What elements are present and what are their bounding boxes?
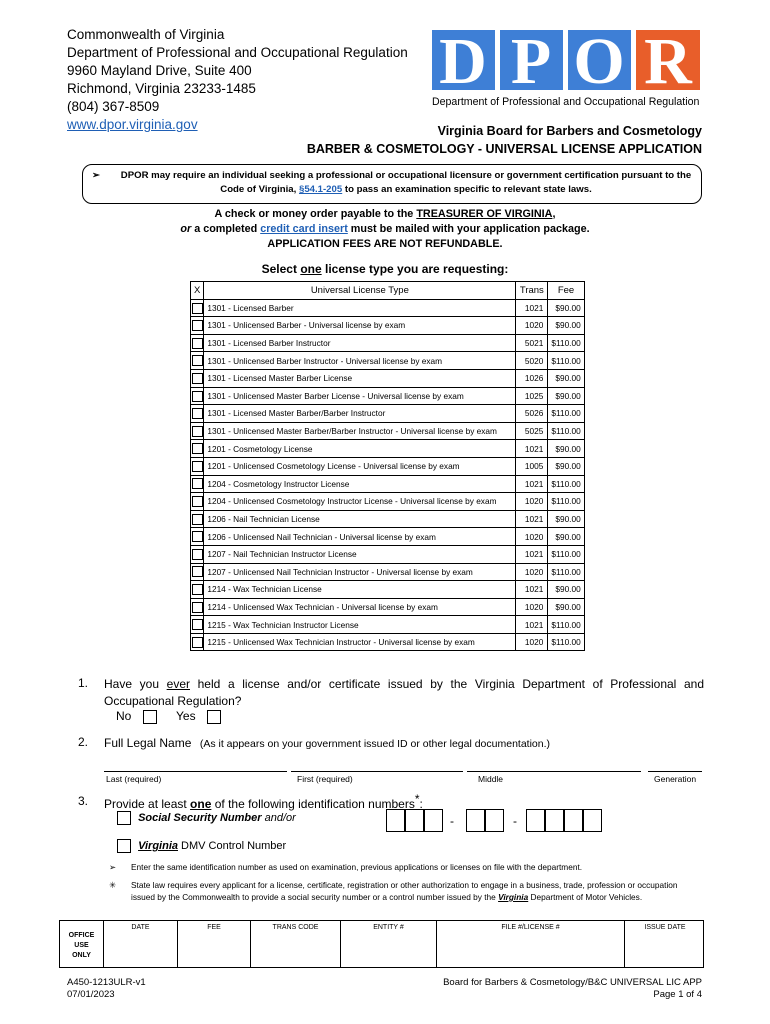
fee-cell: $90.00 bbox=[548, 598, 584, 616]
table-row bbox=[191, 598, 585, 616]
fee-cell: $90.00 bbox=[548, 299, 584, 317]
dmv-label: DMV Control Number bbox=[178, 839, 287, 852]
table-row bbox=[191, 528, 585, 546]
license-type-table bbox=[190, 281, 585, 651]
license-type-cell: 1204 - Cosmetology Instructor License bbox=[204, 475, 516, 493]
license-type-cell: 1301 - Licensed Barber Instructor bbox=[204, 334, 516, 352]
office-col-date: DATE bbox=[104, 921, 178, 967]
fee-cell: $110.00 bbox=[548, 422, 584, 440]
ssn-digit-box[interactable] bbox=[485, 809, 504, 832]
license-checkbox-cell[interactable] bbox=[191, 528, 204, 546]
notice-text: DPOR may require an individual seeking a professional or occupational licensure or government certification pursuant to the Code of Virginia, §54.1-205 to pass an examination specific to relevant state laws. bbox=[120, 170, 692, 195]
fee-cell: $110.00 bbox=[548, 475, 584, 493]
logo-letter-r: R bbox=[644, 28, 692, 98]
office-col-entity: ENTITY # bbox=[341, 921, 437, 967]
license-checkbox[interactable] bbox=[192, 602, 203, 613]
trans-code-cell: 1020 bbox=[516, 598, 548, 616]
trans-code-cell: 1026 bbox=[516, 369, 548, 387]
license-type-cell: 1301 - Licensed Barber bbox=[204, 299, 516, 317]
col-header-x: X bbox=[191, 282, 204, 300]
last-name-label: Last (required) bbox=[106, 774, 162, 784]
license-checkbox-cell[interactable] bbox=[191, 352, 204, 370]
code-section-link[interactable]: §54.1-205 bbox=[298, 184, 343, 195]
q2-heading bbox=[104, 734, 550, 752]
dmv-option: Virginia DMV Control Number bbox=[117, 839, 286, 853]
table-row bbox=[191, 422, 585, 440]
license-checkbox[interactable] bbox=[192, 355, 203, 366]
license-checkbox-cell[interactable] bbox=[191, 422, 204, 440]
col-header-fee: Fee bbox=[548, 282, 584, 300]
table-row bbox=[191, 369, 585, 387]
fee-cell: $110.00 bbox=[548, 563, 584, 581]
license-type-cell: 1207 - Nail Technician Instructor License bbox=[204, 545, 516, 563]
trans-code-cell: 1005 bbox=[516, 457, 548, 475]
col-header-trans: Trans bbox=[516, 282, 548, 300]
license-type-cell: 1214 - Wax Technician License bbox=[204, 581, 516, 599]
select-license-heading: Select one license type you are requesting: bbox=[261, 262, 509, 276]
ssn-dash-1: - bbox=[450, 814, 454, 828]
legal-name-note: (As it appears on your government issued ID or other legal documentation.) bbox=[199, 738, 551, 750]
license-checkbox[interactable] bbox=[192, 514, 203, 525]
license-checkbox-cell[interactable] bbox=[191, 405, 204, 423]
website-link[interactable]: www.dpor.virginia.gov bbox=[67, 117, 198, 132]
fee-cell: $110.00 bbox=[548, 493, 584, 511]
table-row bbox=[191, 352, 585, 370]
q1-no-checkbox[interactable] bbox=[143, 710, 157, 724]
license-checkbox[interactable] bbox=[192, 549, 203, 560]
license-checkbox-cell[interactable] bbox=[191, 475, 204, 493]
trans-code-cell: 1021 bbox=[516, 440, 548, 458]
table-row bbox=[191, 457, 585, 475]
table-row bbox=[191, 616, 585, 634]
license-checkbox[interactable] bbox=[192, 320, 203, 331]
exam-notice-box bbox=[82, 164, 702, 204]
board-name: Virginia Board for Barbers and Cosmetology bbox=[437, 124, 702, 138]
office-use-label: OFFICE USE ONLY bbox=[60, 921, 104, 967]
trans-code-cell: 1020 bbox=[516, 563, 548, 581]
fee-cell: $90.00 bbox=[548, 510, 584, 528]
license-checkbox-cell[interactable] bbox=[191, 299, 204, 317]
table-row bbox=[191, 493, 585, 511]
full-legal-name-label: Full Legal Name bbox=[104, 736, 192, 750]
credit-card-insert-link[interactable]: credit card insert bbox=[260, 223, 348, 235]
license-checkbox-cell[interactable] bbox=[191, 545, 204, 563]
q1-no-label: No bbox=[116, 709, 132, 723]
fee-cell: $90.00 bbox=[548, 440, 584, 458]
same-id-note: Enter the same identification number as used on examination, previous applications or licenses on file with the department. bbox=[131, 862, 583, 872]
col-header-type: Universal License Type bbox=[204, 282, 516, 300]
license-checkbox-cell[interactable] bbox=[191, 598, 204, 616]
table-row bbox=[191, 633, 585, 651]
last-name-field[interactable] bbox=[104, 771, 287, 772]
agency-line: Richmond, Virginia 23233-1485 bbox=[67, 81, 256, 96]
table-row bbox=[191, 440, 585, 458]
license-type-cell: 1201 - Unlicensed Cosmetology License - Universal license by exam bbox=[204, 457, 516, 475]
office-col-trans-code: TRANS CODE bbox=[251, 921, 341, 967]
ssn-digit-box[interactable] bbox=[405, 809, 424, 832]
logo-letter-d: D bbox=[439, 28, 487, 98]
license-checkbox[interactable] bbox=[192, 478, 203, 489]
license-type-cell: 1201 - Cosmetology License bbox=[204, 440, 516, 458]
license-checkbox-cell[interactable] bbox=[191, 581, 204, 599]
fee-cell: $110.00 bbox=[548, 352, 584, 370]
agency-line: 9960 Mayland Drive, Suite 400 bbox=[67, 63, 252, 78]
fee-cell: $110.00 bbox=[548, 334, 584, 352]
agency-line: Department of Professional and Occupational Regulation bbox=[67, 45, 408, 60]
agency-address bbox=[67, 26, 408, 134]
license-type-cell: 1301 - Licensed Master Barber License bbox=[204, 369, 516, 387]
ssn-digit-box[interactable] bbox=[583, 809, 602, 832]
license-checkbox[interactable] bbox=[192, 461, 203, 472]
ssn-digit-box[interactable] bbox=[386, 809, 405, 832]
q1-yes-checkbox[interactable] bbox=[207, 710, 221, 724]
table-row bbox=[191, 334, 585, 352]
trans-code-cell: 1021 bbox=[516, 581, 548, 599]
license-type-cell: 1207 - Unlicensed Nail Technician Instructor - Universal license by exam bbox=[204, 563, 516, 581]
q3-number: 3. bbox=[78, 794, 89, 808]
license-checkbox-cell[interactable] bbox=[191, 369, 204, 387]
license-type-cell: 1301 - Licensed Master Barber/Barber Instructor bbox=[204, 405, 516, 423]
middle-name-field[interactable] bbox=[467, 771, 641, 772]
license-checkbox-cell[interactable] bbox=[191, 563, 204, 581]
ssn-checkbox[interactable] bbox=[117, 811, 131, 825]
trans-code-cell: 5020 bbox=[516, 352, 548, 370]
office-col-issue-date: ISSUE DATE bbox=[644, 924, 686, 931]
license-checkbox[interactable] bbox=[192, 584, 203, 595]
ssn-label: Social Security Number bbox=[138, 811, 262, 824]
license-checkbox[interactable] bbox=[192, 531, 203, 542]
ssn-digit-box[interactable] bbox=[545, 809, 564, 832]
table-row bbox=[191, 563, 585, 581]
license-type-cell: 1215 - Wax Technician Instructor License bbox=[204, 616, 516, 634]
license-type-cell: 1206 - Unlicensed Nail Technician - Universal license by exam bbox=[204, 528, 516, 546]
license-checkbox[interactable] bbox=[192, 408, 203, 419]
footer-left bbox=[67, 977, 146, 1001]
trans-code-cell: 1021 bbox=[516, 545, 548, 563]
license-checkbox-cell[interactable] bbox=[191, 493, 204, 511]
arrow-bullet-icon: ➢ bbox=[92, 170, 101, 181]
trans-code-cell: 1020 bbox=[516, 317, 548, 335]
license-checkbox-cell[interactable] bbox=[191, 440, 204, 458]
table-row bbox=[191, 545, 585, 563]
license-checkbox-cell[interactable] bbox=[191, 633, 204, 651]
form-title: BARBER & COSMETOLOGY - UNIVERSAL LICENSE APPLICATION bbox=[306, 142, 702, 156]
board-title-block bbox=[307, 122, 702, 158]
license-checkbox-cell[interactable] bbox=[191, 616, 204, 634]
fee-cell: $110.00 bbox=[548, 616, 584, 634]
license-type-cell: 1214 - Unlicensed Wax Technician - Universal license by exam bbox=[204, 598, 516, 616]
license-checkbox-cell[interactable] bbox=[191, 510, 204, 528]
license-checkbox[interactable] bbox=[192, 303, 203, 314]
license-checkbox-cell[interactable] bbox=[191, 317, 204, 335]
ssn-digit-box[interactable] bbox=[564, 809, 583, 832]
q1-options bbox=[116, 709, 221, 724]
table-row bbox=[191, 387, 585, 405]
logo-letter-p: P bbox=[510, 28, 552, 98]
license-checkbox[interactable] bbox=[192, 443, 203, 454]
license-type-cell: 1215 - Unlicensed Wax Technician Instructor - Universal license by exam bbox=[204, 633, 516, 651]
fee-cell: $90.00 bbox=[548, 387, 584, 405]
ssn-digit-box[interactable] bbox=[466, 809, 485, 832]
generation-field[interactable] bbox=[648, 771, 702, 772]
q1-text: Have you ever held a license and/or certificate issued by the Virginia Department of Professional and Occupational Regulation? bbox=[104, 677, 704, 708]
payment-instructions: A check or money order payable to the TREASURER OF VIRGINIA, or a completed credit card insert must be mailed with your application package. APPLICATION FEES ARE NOT REFUNDABLE. bbox=[0, 207, 770, 252]
trans-code-cell: 5021 bbox=[516, 334, 548, 352]
license-checkbox[interactable] bbox=[192, 566, 203, 577]
dpor-logo bbox=[430, 28, 702, 110]
ssn-digit-box[interactable] bbox=[424, 809, 443, 832]
footer-right bbox=[443, 977, 702, 1001]
license-type-cell: 1204 - Unlicensed Cosmetology Instructor License - Universal license by exam bbox=[204, 493, 516, 511]
q3-text: Provide at least one of the following identification numbers*: bbox=[104, 792, 423, 811]
first-name-label: First (required) bbox=[297, 774, 353, 784]
q1-number: 1. bbox=[78, 676, 89, 690]
license-type-cell: 1206 - Nail Technician License bbox=[204, 510, 516, 528]
license-checkbox[interactable] bbox=[192, 637, 203, 648]
table-row bbox=[191, 299, 585, 317]
license-checkbox[interactable] bbox=[192, 391, 203, 402]
fee-cell: $90.00 bbox=[548, 369, 584, 387]
license-checkbox[interactable] bbox=[192, 338, 203, 349]
fee-cell: $110.00 bbox=[548, 545, 584, 563]
table-row bbox=[191, 405, 585, 423]
fee-cell: $110.00 bbox=[548, 633, 584, 651]
state-law-note: State law requires every applicant for a license, certificate, registration or other authorization to engage in a business, trade, profession or occupation issued by the Commonwealth to provide a social security number or a control number issued by the Virginia Department of Motor Vehicles. bbox=[131, 880, 678, 902]
fee-cell: $90.00 bbox=[548, 317, 584, 335]
agency-line: Commonwealth of Virginia bbox=[67, 27, 225, 42]
q2-number: 2. bbox=[78, 735, 89, 749]
license-checkbox[interactable] bbox=[192, 426, 203, 437]
footer-board-form: Board for Barbers & Cosmetology/B&C UNIVERSAL LIC APP bbox=[443, 977, 702, 988]
office-use-only-box bbox=[59, 920, 704, 968]
dmv-checkbox[interactable] bbox=[117, 839, 131, 853]
license-checkbox[interactable] bbox=[192, 496, 203, 507]
table-row bbox=[191, 510, 585, 528]
note-arrow-icon: ➢ bbox=[109, 862, 116, 872]
first-name-field[interactable] bbox=[291, 771, 463, 772]
table-row bbox=[191, 475, 585, 493]
fee-cell: $90.00 bbox=[548, 457, 584, 475]
office-col-fee: FEE bbox=[178, 921, 251, 967]
fee-cell: $110.00 bbox=[548, 405, 584, 423]
office-col-file-license: FILE #/LICENSE # bbox=[437, 921, 625, 967]
trans-code-cell: 1025 bbox=[516, 387, 548, 405]
middle-name-label: Middle bbox=[478, 774, 504, 784]
agency-line: (804) 367-8509 bbox=[67, 99, 160, 114]
license-checkbox-cell[interactable] bbox=[191, 334, 204, 352]
form-id: A450-1213ULR-v1 bbox=[67, 977, 146, 988]
license-type-cell: 1301 - Unlicensed Barber - Universal license by exam bbox=[204, 317, 516, 335]
license-checkbox[interactable] bbox=[192, 373, 203, 384]
trans-code-cell: 1020 bbox=[516, 528, 548, 546]
ssn-digit-box[interactable] bbox=[526, 809, 545, 832]
page-number: Page 1 of 4 bbox=[653, 989, 702, 1000]
trans-code-cell: 5025 bbox=[516, 422, 548, 440]
trans-code-cell: 1020 bbox=[516, 493, 548, 511]
trans-code-cell: 1021 bbox=[516, 510, 548, 528]
license-type-cell: 1301 - Unlicensed Master Barber/Barber Instructor - Universal license by exam bbox=[204, 422, 516, 440]
table-row bbox=[191, 581, 585, 599]
fees-not-refundable: APPLICATION FEES ARE NOT REFUNDABLE. bbox=[267, 238, 503, 250]
trans-code-cell: 1020 bbox=[516, 633, 548, 651]
ssn-dash-2: - bbox=[513, 814, 517, 828]
trans-code-cell: 1021 bbox=[516, 475, 548, 493]
asterisk-icon: ✳ bbox=[109, 880, 116, 890]
logo-tagline: Department of Professional and Occupational Regulation bbox=[432, 96, 700, 108]
trans-code-cell: 1021 bbox=[516, 616, 548, 634]
logo-letter-o: O bbox=[573, 28, 625, 98]
license-checkbox-cell[interactable] bbox=[191, 457, 204, 475]
license-type-cell: 1301 - Unlicensed Barber Instructor - Universal license by exam bbox=[204, 352, 516, 370]
trans-code-cell: 1021 bbox=[516, 299, 548, 317]
generation-label: Generation bbox=[654, 774, 697, 784]
fee-cell: $90.00 bbox=[548, 528, 584, 546]
form-date: 07/01/2023 bbox=[67, 989, 115, 1000]
table-row bbox=[191, 317, 585, 335]
trans-code-cell: 5026 bbox=[516, 405, 548, 423]
license-type-cell: 1301 - Unlicensed Master Barber License - Universal license by exam bbox=[204, 387, 516, 405]
q1-yes-label: Yes bbox=[176, 709, 196, 723]
fee-cell: $90.00 bbox=[548, 581, 584, 599]
ssn-option: Social Security Number and/or bbox=[117, 811, 296, 825]
license-checkbox-cell[interactable] bbox=[191, 387, 204, 405]
license-checkbox[interactable] bbox=[192, 619, 203, 630]
